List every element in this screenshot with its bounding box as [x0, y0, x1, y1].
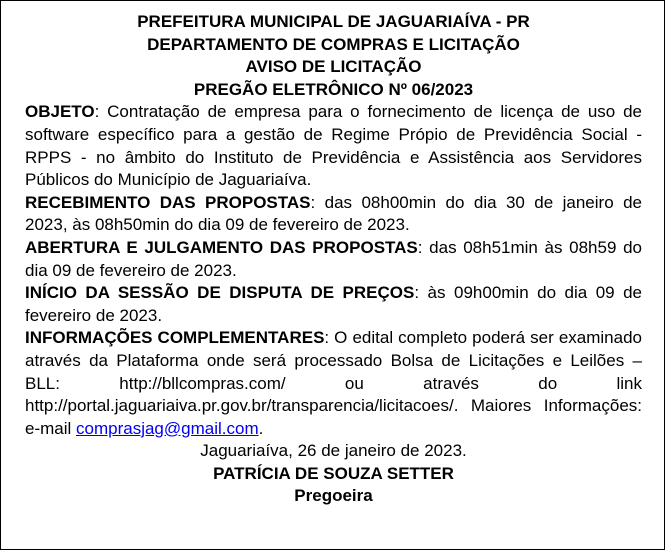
header-municipality: PREFEITURA MUNICIPAL DE JAGUARIAÍVA - PR: [137, 12, 530, 31]
informacoes-after: .: [258, 418, 264, 438]
signer-name: PATRÍCIA DE SOUZA SETTER: [213, 463, 454, 483]
inicio-label: INÍCIO DA SESSÃO DE DISPUTA DE PREÇOS: [25, 283, 415, 303]
recebimento-paragraph: [25, 192, 642, 237]
inicio-paragraph: [25, 282, 642, 327]
objeto-text: : Contratação de empresa para o fornecimento de licença de uso de software específico para a gestão de Regime Própio de Previdência Social - RPPS - no âmbito do Instituto de Previdência e Assistência aos Servidores Públicos do Município de Jaguariaíva.: [25, 102, 642, 190]
abertura-text: : das 08h51min às 08h59 do dia 09 de fevereiro de 2023.: [25, 237, 642, 280]
email-link[interactable]: comprasjag@gmail.com: [76, 418, 259, 438]
inicio-text: : às 09h00min do dia 09 de fevereiro de 2023.: [25, 283, 642, 325]
objeto-label: OBJETO: [25, 102, 95, 122]
place-date: Jaguariaíva, 26 de janeiro de 2023.: [200, 441, 467, 461]
recebimento-text: : das 08h00min do dia 30 de janeiro de 2023, às 08h50min do dia 09 de fevereiro de 2023.: [25, 192, 642, 235]
recebimento-label: RECEBIMENTO DAS PROPOSTAS: [25, 192, 311, 212]
objeto-paragraph: [25, 101, 642, 191]
header-department: DEPARTAMENTO DE COMPRAS E LICITAÇÃO: [147, 34, 520, 54]
informacoes-paragraph: [25, 327, 642, 440]
informacoes-text: : O edital completo poderá ser examinado através da Plataforma onde será processado Bolsa de Licitações e Leilões – BLL: http://bllcompras.com/ ou através do link http://portal.jaguariaiva.pr.gov.br/transparencia/licitacoes/. Maiores Informações: e-mail: [25, 328, 642, 438]
signer-role: Pregoeira: [294, 486, 373, 506]
informacoes-label: INFORMAÇÕES COMPLEMENTARES: [25, 328, 325, 348]
header-pregao-number: PREGÃO ELETRÔNICO Nº 06/2023: [193, 79, 474, 99]
abertura-paragraph: [25, 237, 642, 282]
abertura-label: ABERTURA E JULGAMENTO DAS PROPOSTAS: [25, 237, 418, 257]
header-notice-type: AVISO DE LICITAÇÃO: [245, 57, 422, 77]
